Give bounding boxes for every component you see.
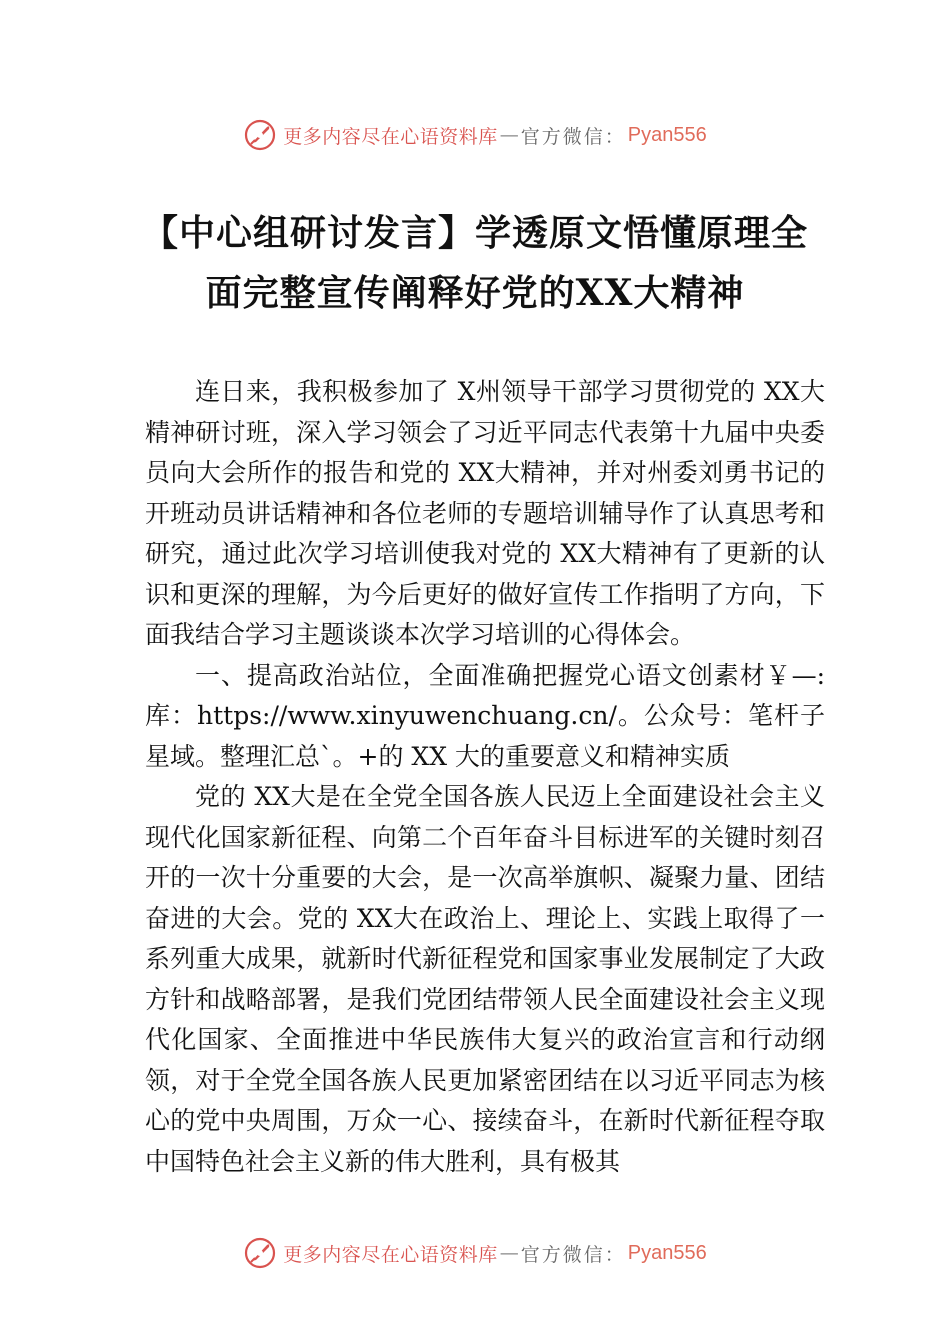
quill-logo-icon	[243, 118, 277, 152]
footer-banner	[0, 1233, 950, 1273]
banner-wechat-id: Pyan556	[627, 1241, 707, 1264]
banner-dash: —	[499, 124, 519, 146]
banner-wechat-label: 官方微信：	[520, 125, 626, 148]
quill-logo-icon	[243, 1236, 277, 1270]
banner-wechat-id: Pyan556	[627, 123, 707, 146]
banner-dash: —	[499, 1242, 519, 1264]
paragraph-section-heading: 一、提高政治站位，全面准确把握党心语文创素材￥—:库：https://www.xinyuwenchuang.cn/。公众号：笔杆子星域。整理汇总`。+的 XX 大的重要意义和精神实质	[145, 660, 825, 771]
paragraph-main: 党的 XX大是在全党全国各族人民迈上全面建设社会主义现代化国家新征程、向第二个百年奋斗目标进军的关键时刻召开的一次十分重要的大会，是一次高举旗帜、凝聚力量、团结奋进的大会。党的 XX大在政治上、理论上、实践上取得了一系列重大成果，就新时代新征程党和国家事业发展制定了大政方针和战略部署，是我们党团结带领人民全面建设社会主义现代化国家、全面推进中华民族伟大复兴的政治宣言和行动纲领，对于全党全国各族人民更加紧密团结在以习近平同志为核心的党中央周围，万众一心、接续奋斗，在新时代新征程夺取中国特色社会主义新的伟大胜利，具有极其	[145, 782, 825, 1176]
document-body	[145, 372, 825, 1182]
header-banner	[0, 115, 950, 155]
paragraph-intro: 连日来，我积极参加了 X州领导干部学习贯彻党的 XX大精神研讨班，深入学习领会了习近平同志代表第十九届中央委员向大会所作的报告和党的 XX大精神，并对州委刘勇书记的开班动员讲话精神和各位老师的专题培训辅导作了认真思考和研究，通过此次学习培训使我对党的 XX大精神有了更新的认识和更深的理解，为今后更好的做好宣传工作指明了方向，下面我结合学习主题谈谈本次学习培训的心得体会。	[145, 377, 825, 649]
banner-text: 更多内容尽在心语资料库	[283, 125, 498, 148]
banner-wechat-label: 官方微信：	[520, 1243, 626, 1266]
document-title: 【中心组研讨发言】学透原文悟懂原理全面完整宣传阐释好党的XX大精神	[141, 212, 808, 314]
banner-text: 更多内容尽在心语资料库	[283, 1243, 498, 1266]
